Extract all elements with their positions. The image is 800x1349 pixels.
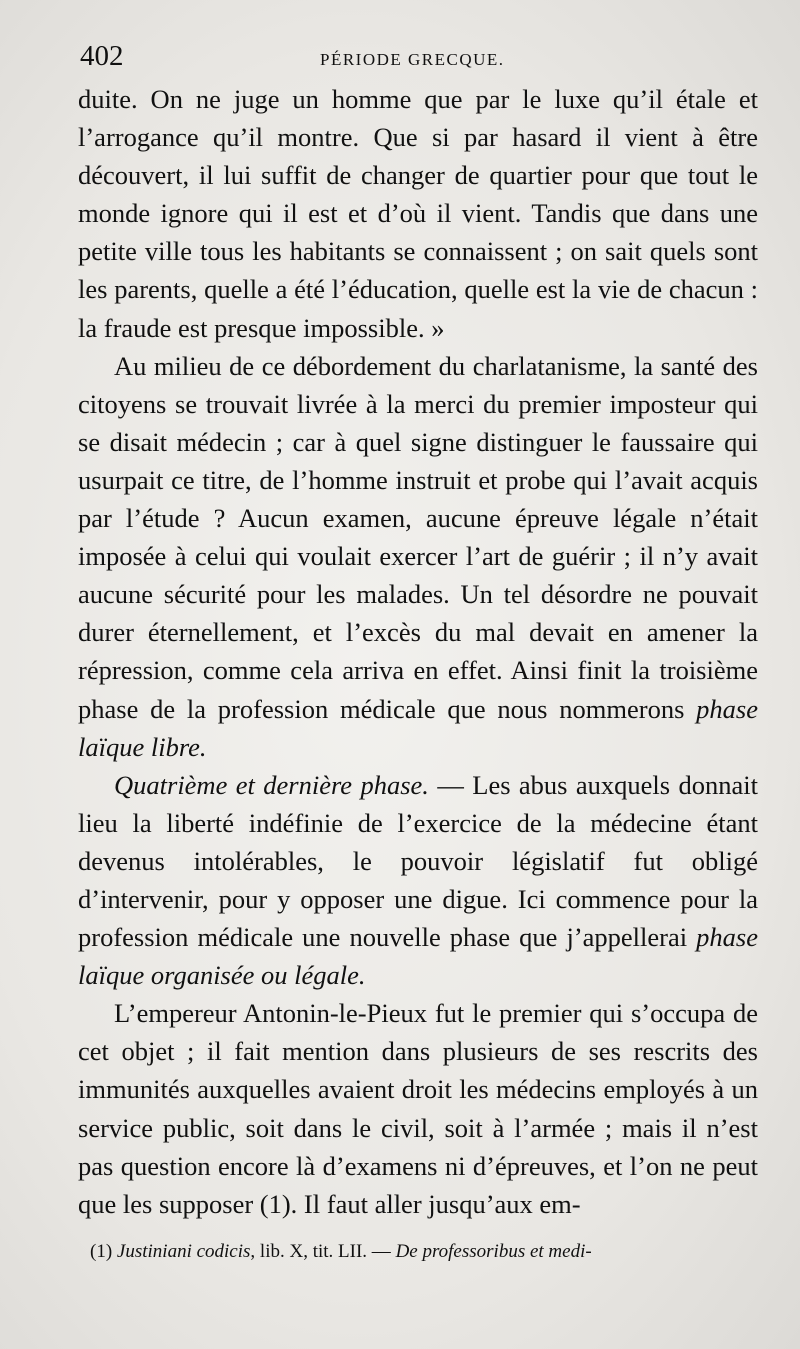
- paragraph-3-heading: Quatrième et dernière phase.: [114, 769, 429, 800]
- footnote: [90, 1240, 760, 1264]
- paragraph-1: duite. On ne juge un homme que par le luxe qu’il étale et l’arrogance qu’il montre. Que si par hasard il vient à être découvert, il lui suffit de changer de quartier pour que tout le monde ignore qui il est et d’où il vient. Tandis que dans une petite ville tous les habitants se connaissent ; on sait quels sont les parents, quelle a été l’éducation, quelle est la vie de chacun : la fraude est presque impossible. »: [78, 84, 758, 343]
- body-text: [78, 80, 758, 1223]
- paragraph-3-text: — Les abus auxquels donnait lieu la liberté indéfinie de l’exercice de la médecine étant devenus intolérables, le pouvoir législatif fut obligé d’intervenir, pour y opposer une digue. Ici commence pour la profession médicale une nouvelle phase que j’appellerai: [78, 769, 759, 953]
- footnote-italic-1: Justiniani codicis: [116, 1241, 251, 1262]
- footnote-plain: , lib. X, tit. LII. —: [250, 1241, 396, 1262]
- paragraph-3-italic: phase laïque organisée ou légale.: [78, 922, 758, 991]
- running-head: PÉRIODE GRECQUE.: [320, 50, 505, 69]
- paragraph-3: [78, 766, 758, 995]
- paragraph-2-text: Au milieu de ce débordement du charlatanisme, la santé des citoyens se trouvait livrée à la merci du premier imposteur qui se disait médecin ; car à quel signe distinguer le faussaire qui usurpait ce titre, de l’homme instruit et probe qui l’avait acquis par l’étude ? Aucun examen, aucune épreuve légale n’était imposée à celui qui voulait exercer l’art de guérir ; il n’y avait aucune sécurité pour les malades. Un tel désordre ne pouvait durer éternellement, et l’excès du mal devait en amener la répression, comme cela arriva en effet. Ainsi finit la troisième phase de la profession médicale que nous nommerons: [78, 350, 758, 724]
- paragraph-4: L’empereur Antonin-le-Pieux fut le premier qui s’occupa de cet objet ; il fait mention dans plusieurs de ses rescrits des immunités auxquelles avaient droit les médecins employés à un service public, soit dans le civil, soit à l’armée ; mais il n’est pas question encore là d’examens ni d’épreuves, et l’on ne peut que les supposer (1). Il faut aller jusqu’aux em-: [78, 998, 758, 1219]
- page-number: 402: [80, 40, 124, 72]
- page-header: [80, 40, 760, 80]
- footnote-italic-2: De professoribus et medi-: [395, 1241, 592, 1262]
- paragraph-2-italic: phase laïque libre.: [78, 693, 758, 762]
- footnote-marker: (1): [90, 1241, 117, 1262]
- paragraph-2: [78, 347, 758, 766]
